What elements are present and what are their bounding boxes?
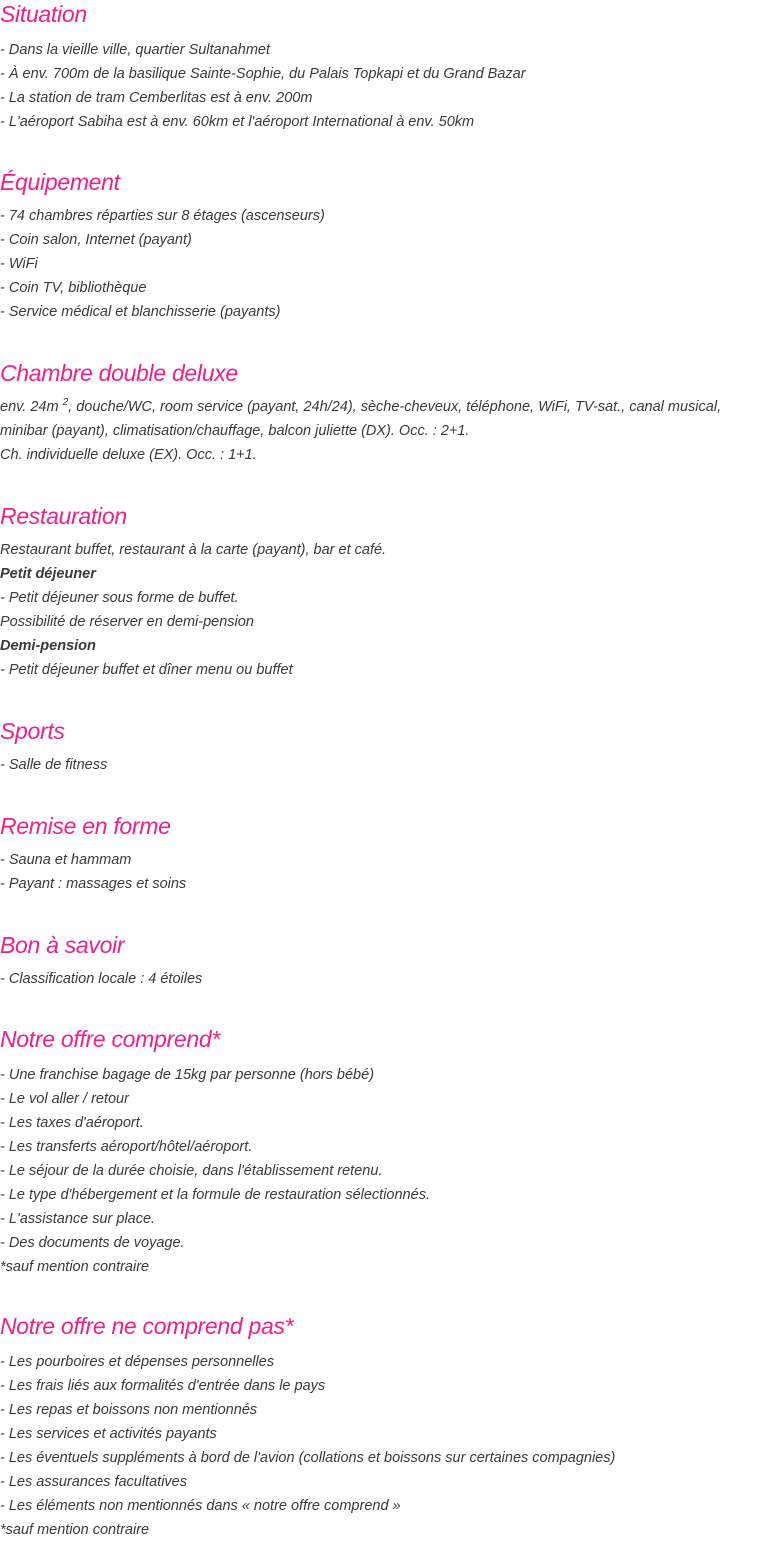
section-title-equipement: Équipement (0, 169, 120, 195)
section-title-bon-a-savoir: Bon à savoir (0, 932, 125, 958)
list-item: - Les éventuels suppléments à bord de l'avion (collations et boissons sur certaines compagnies) (0, 1450, 616, 1466)
restauration-line: Possibilité de réserver en demi-pension (0, 614, 254, 630)
subheading-petit-dejeuner: Petit déjeuner (0, 566, 96, 582)
subheading-demi-pension: Demi-pension (0, 638, 96, 654)
room-description: env. 24m $^2$, douche/WC, room service (payant, 24h/24), sèche-cheveux, téléphone, WiFi, TV-sat., canal musical, minibar (payant), climatisation/chauffage, balcon juliette (DX). Occ. : 2+1. (0, 397, 722, 439)
section-title-sports: Sports (0, 718, 65, 744)
section-situation (0, 0, 526, 134)
list-item: - Coin TV, bibliothèque (0, 280, 147, 296)
list-item: - L'aéroport Sabiha est à env. 60km et l'aéroport International à env. 50km (0, 114, 475, 130)
section-title-offre-ne-comprend-pas: Notre offre ne comprend pas* (0, 1313, 294, 1339)
room-single-description: Ch. individuelle deluxe (EX). Occ. : 1+1. (0, 447, 257, 463)
section-restauration (0, 502, 386, 682)
section-chambre (0, 359, 740, 467)
list-item: - Les éléments non mentionnés dans « notre offre comprend » (0, 1498, 401, 1514)
list-item: - 74 chambres réparties sur 8 étages (ascenseurs) (0, 208, 325, 224)
list-item: - Le vol aller / retour (0, 1091, 129, 1107)
list-item: - Les transferts aéroport/hôtel/aéroport. (0, 1139, 253, 1155)
section-title-offre-comprend: Notre offre comprend* (0, 1026, 220, 1052)
section-title-situation: Situation (0, 1, 87, 27)
list-item: - Une franchise bagage de 15kg par personne (hors bébé) (0, 1067, 375, 1083)
list-item: - Petit déjeuner buffet et dîner menu ou buffet (0, 662, 293, 678)
list-item: - Petit déjeuner sous forme de buffet. (0, 590, 239, 606)
list-item: - La station de tram Cemberlitas est à env. 200m (0, 90, 313, 106)
list-item: - WiFi (0, 256, 38, 272)
list-item: - Le type d'hébergement et la formule de restauration sélectionnés. (0, 1187, 430, 1203)
list-item: - Classification locale : 4 étoiles (0, 971, 203, 987)
section-sports (0, 717, 107, 777)
section-equipement (0, 168, 325, 324)
section-title-restauration: Restauration (0, 503, 127, 529)
footnote: *sauf mention contraire (0, 1522, 150, 1538)
section-title-remise-en-forme: Remise en forme (0, 813, 171, 839)
list-item: - Les frais liés aux formalités d'entrée dans le pays (0, 1378, 326, 1394)
list-item: - Sauna et hammam (0, 852, 132, 868)
list-item: - Les assurances facultatives (0, 1474, 187, 1490)
list-item: - Les services et activités payants (0, 1426, 217, 1442)
list-item: - Service médical et blanchisserie (payants) (0, 304, 281, 320)
list-item: - Coin salon, Internet (payant) (0, 232, 192, 248)
list-item: - Le séjour de la durée choisie, dans l'établissement retenu. (0, 1163, 383, 1179)
section-offre-comprend (0, 1025, 430, 1279)
list-item: - Payant : massages et soins (0, 876, 187, 892)
list-item: - Des documents de voyage. (0, 1235, 185, 1251)
list-item: - L'assistance sur place. (0, 1211, 156, 1227)
list-item: - Dans la vieille ville, quartier Sultanahmet (0, 42, 270, 58)
section-offre-ne-comprend-pas (0, 1312, 615, 1542)
footnote: *sauf mention contraire (0, 1259, 150, 1275)
section-title-chambre: Chambre double deluxe (0, 360, 238, 386)
list-item: - Salle de fitness (0, 757, 108, 773)
list-item: - Les pourboires et dépenses personnelles (0, 1354, 275, 1370)
restauration-line: Restaurant buffet, restaurant à la carte (payant), bar et café. (0, 542, 387, 558)
list-item: - Les repas et boissons non mentionnés (0, 1402, 258, 1418)
section-bon-a-savoir (0, 931, 202, 991)
list-item: - Les taxes d'aéroport. (0, 1115, 144, 1131)
section-remise-en-forme (0, 812, 186, 896)
list-item: - À env. 700m de la basilique Sainte-Sophie, du Palais Topkapi et du Grand Bazar (0, 66, 526, 82)
